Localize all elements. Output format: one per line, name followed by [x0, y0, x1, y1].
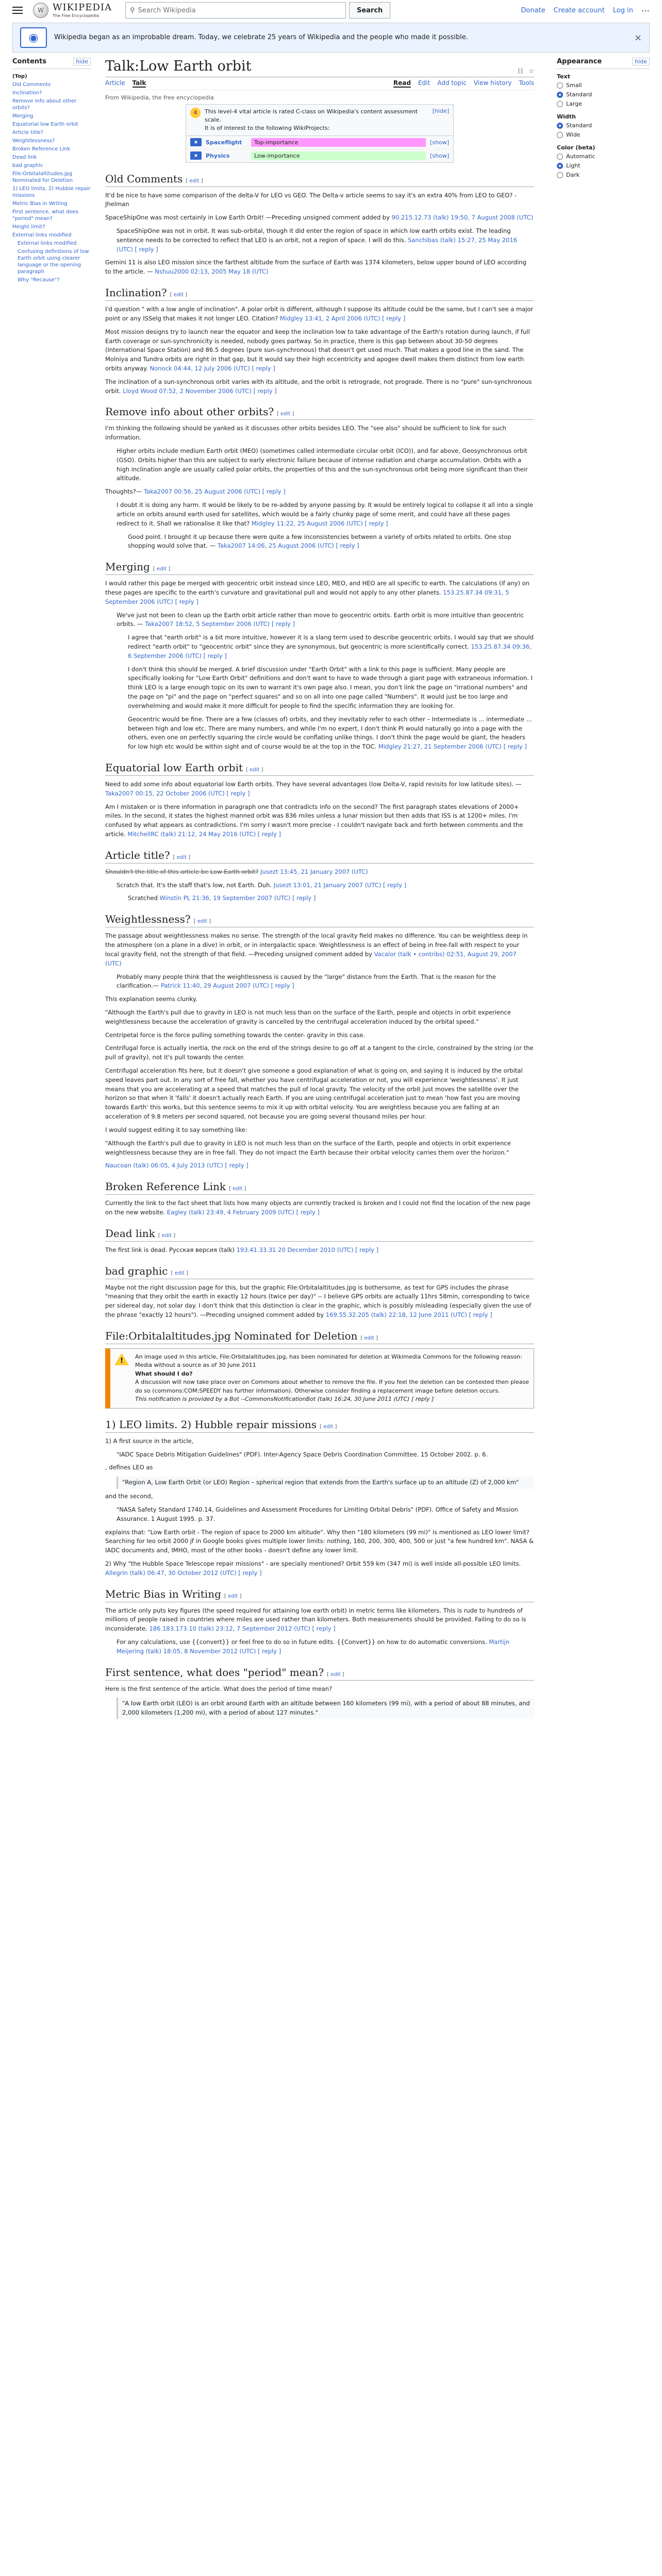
close-icon[interactable]: ×	[634, 32, 642, 43]
comment-text: 2) Why "the Hubble Space Telescope repair missions" - are specially mentioned? Orbit 559 km (347 mi) is well inside all-possible LEO limits.	[105, 1560, 521, 1567]
appearance-group-label: Text	[557, 73, 570, 80]
radio-button[interactable]	[557, 154, 563, 160]
comment-text: Thoughts?—	[105, 488, 142, 496]
comment	[105, 780, 534, 799]
radio-button[interactable]	[557, 163, 563, 169]
comment-text: I would suggest editing it to say something like:	[105, 1126, 247, 1133]
radio-button[interactable]	[557, 92, 563, 98]
search-box[interactable]	[125, 2, 346, 19]
comment-signature[interactable]: MitchellRC (talk) 21:12, 24 May 2016 (UTC) [ reply ]	[127, 831, 281, 838]
section-heading	[105, 405, 534, 420]
toc-title: Contents	[12, 58, 46, 65]
comment	[105, 378, 534, 396]
comment	[117, 227, 534, 254]
section-edit-link[interactable]: [ edit ]	[224, 1593, 242, 1599]
comment	[105, 258, 534, 277]
wikiproject-row	[186, 136, 453, 149]
toc-item[interactable]: Article title?	[12, 130, 44, 135]
section-heading	[105, 761, 534, 776]
section-title: Dead link	[105, 1227, 155, 1240]
section-title: Article title?	[105, 849, 170, 861]
section-heading	[105, 849, 534, 863]
comment-text: SpaceShipOne was most certainly in Low Earth Orbit! —Preceding unsigned comment added by	[105, 214, 390, 222]
comment-text: "A low Earth orbit (LEO) is an orbit around Earth with an altitude between 160 kilometers (99 mi), with a period of about 88 minutes, and 2,000 kilometers (1,200 mi), with a period of about 127 minutes."	[122, 1700, 530, 1717]
section-title: Metric Bias in Writing	[105, 1587, 221, 1600]
comment-text: "IADC Space Debris Mitigation Guidelines" (PDF). Inter-Agency Space Debris Coordination Committee. 15 October 2002. p. 6.	[117, 1450, 488, 1458]
appearance-title: Appearance	[557, 58, 602, 65]
section-title: Weightlessness?	[105, 913, 191, 926]
log-in-link[interactable]: Log in	[613, 6, 633, 14]
comment-text: Am I mistaken or is there information in paragraph one that contradicts info on the second? The first paragraph states elevations of 2000+ miles. In the second, it states the highest manned orbit was 836 miles unless a lunar mission but then adds that ISS is at 1200+ miles. I'm confused by what appears as contradictions. I'm sorry I wasn't more precise - I couldn't navigate back and forth between comments and the article.	[105, 803, 523, 838]
tab-article[interactable]: Article	[105, 79, 125, 87]
comment-text: We've just not been to clean up the Earth orbit article rather than move to geocentric orbits. Earth orbit is more intuitive than geocentric orbits. —	[117, 611, 524, 628]
site-header	[0, 0, 662, 21]
comment	[105, 328, 534, 374]
comment-text: Probably many people think that the weightlessness is caused by the "large" distance from the Earth. That is the reason for the clarification.—	[117, 973, 496, 990]
main-menu-icon[interactable]	[12, 7, 23, 14]
comment-text: Centrifugal force is actually inertia, the rock on the end of the strings desire to go off at a tangent to the circle, constrained by the string (or the pull of gravity), not it's pull towards the center.	[105, 1044, 534, 1061]
comment-signature[interactable]: Naucoan (talk) 06:05, 4 July 2013 (UTC) [ reply ]	[105, 1162, 249, 1170]
comment-text: Good point. I brought it up because there were quite a few inconsistencies between a variety of orbits related to orbits. One stop shopping would solve that. —	[128, 533, 511, 550]
section-title: Inclination?	[105, 286, 167, 299]
comment	[117, 1505, 534, 1524]
toc-item[interactable]: External links modified	[12, 232, 72, 238]
comment-text: The passage about weightlessness makes no sense. The strength of the local gravity field makes no difference. You can be weightless deep in the atmosphere (on a plane in a dive) in orbit, or in intergalactic space. Weightlessness is an effect of being in free-fall with respect to your local gravity field, not the strength of that field. —Preceding unsigned comment added by	[105, 932, 528, 958]
comment-signature[interactable]: Eagley (talk) 23:49, 4 February 2009 (UTC) [ reply ]	[167, 1208, 320, 1216]
from-wikipedia-note: From Wikipedia, the free encyclopedia	[105, 94, 214, 101]
comment-signature[interactable]: 169.55.32.205 (talk) 22:18, 12 June 2011 (UTC) [ reply ]	[325, 1311, 492, 1318]
comment-signature[interactable]: Sanchibas (talk) 15:27, 25 May 2016 (UTC) [ reply ]	[117, 236, 517, 253]
donate-link[interactable]: Donate	[521, 6, 545, 14]
comment-signature[interactable]: Martijn Meijering (talk) 18:05, 8 November 2012 (UTC) [ reply ]	[117, 1638, 510, 1655]
option-label: Large	[566, 100, 582, 107]
comment-text: Scratch that. It's the staff that's low, not Earth. Duh.	[117, 881, 272, 889]
comment-text: The inclination of a sun-synchronous orbit varies with its altitude, and the orbit is retrograde, not prograde. There is no "pure" sun-synchronous orbit.	[105, 378, 532, 395]
search-button[interactable]: Search	[349, 2, 390, 19]
comment	[128, 665, 534, 711]
section-heading	[105, 1666, 534, 1681]
show-button[interactable]: [show]	[429, 139, 449, 146]
comment	[105, 1139, 534, 1158]
page-title: Talk:Low Earth orbit	[105, 58, 252, 74]
section-edit-link[interactable]: [ edit ]	[158, 1232, 176, 1239]
section-edit-link[interactable]: [ edit ]	[193, 919, 211, 925]
tab-tools[interactable]: Tools	[519, 79, 534, 87]
comment	[105, 191, 534, 210]
section-title: bad graphic	[105, 1264, 168, 1277]
comment	[128, 894, 534, 903]
comment-text: I don't think this should be merged. A brief discussion under "Earth Orbit" with a link to this page is sufficient. Many people are specifically looking for "Low Earth Orbit" definitions and don't want to have to wade through a giant page with extraneous information. I think LEO is a large enough topic on its own to warrant it's own page also. I mean, you don't link the page on "irrational numbers" and the page on "pi" and the page on "perfect squares" and so on all into one page called "Numbers". It would just be too large and overwhelming and would make it more difficult for people to find the specific information they are looking for.	[128, 665, 533, 709]
comment-text: This explanation seems clunky.	[105, 995, 197, 1003]
comment-text: and the second,	[105, 1493, 153, 1500]
section-edit-link[interactable]: [ edit ]	[186, 178, 203, 184]
section-edit-link[interactable]: [ edit ]	[277, 411, 294, 417]
section-edit-link[interactable]: [ edit ]	[246, 767, 263, 773]
warning-glyph: !	[120, 1357, 123, 1365]
section-edit-link[interactable]: [ edit ]	[228, 1186, 246, 1192]
appearance-panel	[557, 58, 650, 184]
comment-signature[interactable]: Taka2007 14:06, 25 August 2006 (UTC) [ reply ]	[217, 542, 359, 550]
comment-signature[interactable]: Taka2007 00:56, 25 August 2006 (UTC) [ reply ]	[144, 488, 286, 496]
comment	[117, 611, 534, 630]
appearance-option[interactable]	[557, 122, 650, 129]
toc-item[interactable]: Why "Recause"?	[18, 277, 60, 283]
comment	[117, 501, 534, 528]
toc-item[interactable]: (Top)	[12, 74, 27, 79]
comment	[128, 633, 534, 660]
comment-text: Currently the link to the fact sheet that lists how many objects are currently tracked is broken and I could not find the location of the new page on the new website.	[105, 1199, 531, 1216]
option-label: Light	[566, 162, 581, 169]
comment	[105, 1463, 534, 1472]
section-heading	[105, 1227, 534, 1242]
comment	[105, 1161, 534, 1171]
comment-text: Maybe not the right discussion page for this, but the graphic File:Orbitalaltitudes.jpg is bothersome, as text for GPS includes the phrase "meaning that they orbit the earth in exactly 12 hours (twice per day)" -- I believe GPS orbits are actually 11hrs 58min, corresponding to twice per sidereal day, not solar day. I don't think that this distinction is clear in the graphic, which is possibly misleading (especially given the use of the phrase "exactly 12 hours"). —Preceding unsigned comment added by	[105, 1283, 532, 1318]
comment-text: It'd be nice to have some comparison of the delta-V for LEO vs GEO. The Delta-v article seems to say it's an extra 40% from LEO to GEO? -Jhelman	[105, 191, 517, 208]
section-heading	[105, 560, 534, 575]
comment-text: Higher orbits include medium Earth orbit (MEO) (sometimes called intermediate circular orbit (ICO)), and far above, Geosynchronous orbit (GSO). Orbits higher than this are subject to early electronic failure because of intense radiation and charge accumulation. Orbits with a high inclination angle are usually called polar orbits, the properties of this and the sun-synchronous orbit being more significant than their altitude.	[117, 447, 528, 482]
toc-item[interactable]: Remove info about other orbits?	[12, 98, 77, 111]
comment-text: 1) A first source in the article,	[105, 1437, 194, 1445]
search-input[interactable]	[138, 7, 341, 14]
option-label: Wide	[566, 131, 581, 138]
tagline: The Free Encyclopedia	[53, 13, 99, 18]
toc-item[interactable]: Old Comments	[12, 82, 51, 88]
section-heading	[105, 172, 534, 187]
section-title: File:Orbitalaltitudes.jpg Nominated for Deletion	[105, 1329, 358, 1342]
comment-text: Most mission designs try to launch near the equator and keep the inclination low to take advantage of the Earth's rotation during launch, if full Earth coverage or sun-synchronicity is needed, nobody goes partway. So in practice, there is this gap between about 30-50 degrees (International Space Station) and 86.5 degrees (pure sun-synchronous) that doesn't get used much. That makes a good line in the sand. The Molniya and Tundra orbits are right in that gap, but it would say their high eccentricity and apogee dwell makes them distinct from low earth orbits anyway.	[105, 328, 530, 372]
comment-text: "Although the Earth's pull due to gravity in LEO is not much less than on the surface of the Earth, people and objects in orbit experience weightlessness because they are in free fall. They do not impact the Earth because their orbital velocity carries them over the horizon."	[105, 1139, 511, 1156]
appearance-option[interactable]	[557, 82, 650, 89]
comment-signature[interactable]: Patrick 11:40, 29 August 2007 (UTC) [ reply ]	[160, 982, 294, 990]
comment	[117, 1477, 534, 1489]
deletion-notice	[105, 1348, 534, 1409]
tab-edit[interactable]: Edit	[418, 79, 431, 87]
comment	[117, 973, 534, 991]
wikiproject-name[interactable]: Physics	[206, 152, 230, 159]
importance-badge: Low-importance	[251, 151, 426, 160]
comment-text: The first link is dead. Русская версия (talk)	[105, 1246, 235, 1253]
toc-item[interactable]: First sentence, what does "period" mean?	[12, 209, 78, 222]
comment-text: "Region A, Low Earth Orbit (or LEO) Region – spherical region that extends from the Earth's surface up to an altitude (Z) of 2,000 km"	[122, 1479, 519, 1486]
create-account-link[interactable]: Create account	[553, 6, 605, 14]
section-heading	[105, 286, 534, 301]
comment	[105, 1437, 534, 1446]
notice-lead: An image used in this article, File:Orbitalaltitudes.jpg, has been nominated for deletion at Wikimedia Commons for the following reason: Media without a source as of 30 June 2011	[135, 1353, 522, 1369]
puzzle-globe-icon: ◉	[20, 27, 47, 48]
appearance-option[interactable]	[557, 153, 650, 160]
section-title: Merging	[105, 561, 150, 573]
comment-signature[interactable]: 193.41.33.31 20 December 2010 (UTC) [ reply ]	[236, 1246, 379, 1253]
comment	[105, 213, 534, 223]
section-edit-link[interactable]: [ edit ]	[153, 566, 171, 572]
comment-text: explains that: "Low Earth orbit - The region of space to 2000 km altitude". Why then "180 kilometers (99 mi)" is mentioned as LEO lower limit? Searching for leo orbit 2000 jf in Google books gives multiple lower limits: nothing, 160, 200, 300, 400, 500 or just "a few hundred km". NASA & IADC documents and, IMHO, most of the other books - doesn't define any lower limit.	[105, 1528, 534, 1554]
appearance-option[interactable]	[557, 100, 650, 107]
comment-text: Gemini 11 is also LEO mission since the farthest altitude from the surface of Earth was 1374 kilometers, below upper bound of LEO according to the article. —	[105, 259, 526, 276]
comment	[117, 447, 534, 483]
tab-read[interactable]: Read	[393, 79, 411, 87]
appearance-option[interactable]	[557, 162, 650, 169]
comment-text: I would rather this page be merged with geocentric orbit instead since LEO, MEO, and HEO are all specific to earth. The calculations (if any) on these pages are specific to the earth's curvature and gravitational pull and would not apply to any other planets.	[105, 580, 529, 596]
comment-signature[interactable]: Jusezt 13:01, 21 January 2007 (UTC) [ reply ]	[273, 881, 407, 889]
star-icon[interactable]: ☆	[528, 67, 534, 75]
comment	[128, 715, 534, 752]
wordmark: WIKIPEDIA	[53, 2, 112, 13]
toc-hide-button[interactable]: hide	[73, 58, 91, 65]
comment-text: I agree that "earth orbit" is a bit more intuitive, however it is a slang term used to describe geocentric orbits. I would say that we should redirect "earth orbit" to "geocentric orbit" since they are synonymous, but geocentric is more scientifically correct.	[128, 634, 534, 650]
toc-item[interactable]: Confusing definitions of low Earth orbit using clearer language or the opening paragraph	[18, 249, 89, 275]
comment-text: , defines LEO as	[105, 1464, 153, 1471]
comment-signature[interactable]: 90.215.12.73 (talk) 19:50, 7 August 2008 (UTC)	[391, 214, 534, 222]
notice-bot-signature: This notification is provided by a Bot --CommonsNotificationBot (talk) 16:24, 30 June 2011 (UTC) [ reply ]	[135, 1396, 434, 1403]
comment-signature[interactable]: Lloyd Wood 07:52, 2 November 2006 (UTC) [ reply ]	[123, 387, 277, 395]
wikiproject-row	[186, 149, 453, 162]
comment-text: Centripetal force is the force pulling something towards the center- gravity in this case.	[105, 1031, 366, 1039]
comment	[105, 995, 534, 1004]
notice-question: What should I do?	[135, 1370, 193, 1377]
section-edit-link[interactable]: [ edit ]	[171, 1270, 188, 1276]
comment	[105, 1031, 534, 1040]
comment-text: Centrifugal acceleration fits here, but it doesn't give someone a good explanation of what is going on, and saying it is induced by the orbital speed leaves part out. In any sort of free fall, whether you have centrifugal acceleration or not, you will experience 'weightlessness'. It just means that you are accelerating at a speed that matches the pull of local gravity. The velocity of the orbit just moves the satellite over the horizon so that when it 'falls' it doesn't actually reach Earth. If you are using centrifugal acceleration just to mean 'how fast you are moving towards Earth' this works, but this sentence seems to mix it up with orbital velocity. You are weightless because you are falling at an acceleration of 9.8 meters per second squared, not because you are going several thousand miles per hour.	[105, 1067, 523, 1121]
comment-signature[interactable]: 153.25.87.34 09:36, 6 September 2006 (UTC) [ reply ]	[128, 643, 532, 659]
section-title: Old Comments	[105, 172, 183, 185]
wikipedia-logo[interactable]	[33, 3, 112, 18]
comment-text: Geocentric would be fine. There are a few (classes of) orbits, and they inevitably refer to each other – Intermediate is ... intermediate ... between high and low etc. There are many numbers, and while I'm no expert, I don't think PI would naturally go into a page with the others, even one on perfectly squaring the circle would be conflating unlike things. I don't think the page would be giant, the headers for low high etc would be within sight and of course would be at the top in the TOC.	[128, 715, 532, 751]
toc-item[interactable]: Equatorial low Earth orbit	[12, 122, 78, 127]
toc-header	[12, 58, 91, 69]
toc-item[interactable]: Inclination?	[12, 90, 42, 96]
comment	[105, 1606, 534, 1634]
toc-item[interactable]: External links modified	[18, 241, 77, 246]
comment	[128, 533, 534, 551]
section-heading	[105, 1418, 534, 1433]
toc-item[interactable]: Broken Reference Link	[12, 146, 70, 152]
translate-icon[interactable]: 日	[517, 67, 524, 75]
comment-text: I'm thinking the following should be yanked as it discusses other orbits besides LEO. The "see also" should be sufficient to link for such information.	[105, 425, 506, 442]
comment-signature[interactable]: Taka2007 18:52, 5 September 2006 (UTC) [ reply ]	[145, 620, 295, 628]
comment	[105, 1685, 534, 1694]
section-heading	[105, 1587, 534, 1602]
option-label: Standard	[566, 122, 592, 129]
page-tabs	[105, 79, 534, 90]
warning-icon	[114, 1353, 129, 1365]
wikiproject-icon: ★	[190, 138, 202, 146]
tab-add-topic[interactable]: Add topic	[437, 79, 467, 87]
toc-item[interactable]: bad graphic	[12, 163, 43, 168]
comment	[105, 1283, 534, 1320]
section-title: Remove info about other orbits?	[105, 405, 274, 418]
toc-item[interactable]: Weightlessness?	[12, 138, 55, 144]
main-content	[105, 58, 534, 1722]
comment	[105, 305, 534, 324]
comment-signature[interactable]: Vacalor (talk • contribs) 02:51, August 29, 2007 (UTC)	[105, 950, 517, 967]
comment-text: Here is the first sentence of the article. What does the period of time mean?	[105, 1685, 333, 1692]
section-title: First sentence, what does "period" mean?	[105, 1666, 324, 1679]
appearance-option[interactable]	[557, 131, 650, 138]
appearance-option[interactable]	[557, 91, 650, 98]
toc-item[interactable]: Dead link	[12, 155, 37, 160]
option-label: Small	[566, 82, 582, 89]
comment-text: "NASA Safety Standard 1740.14, Guidelines and Assessment Procedures for Limiting Orbital Debris" (PDF). Office of Safety and Mission Assurance. 1 August 1995. p. 37.	[117, 1505, 518, 1522]
comment-signature[interactable]: Nonock 04:44, 12 July 2006 (UTC) [ reply ]	[150, 364, 275, 372]
section-edit-link[interactable]: [ edit ]	[360, 1335, 378, 1341]
comment-signature[interactable]: 153.25.87.34 09:31, 5 September 2006 (UTC) [ reply ]	[105, 588, 509, 605]
appearance-group	[557, 113, 650, 138]
comment-text: Shouldn't the title of this article be Low Earth orbit?	[105, 868, 259, 875]
comment-signature[interactable]: Allegrin (talk) 06:47, 30 October 2012 (UTC) [ reply ]	[105, 1569, 262, 1577]
comment-signature[interactable]: Midgley 21:27, 21 September 2006 (UTC) [ reply ]	[378, 743, 527, 751]
option-label: Dark	[566, 172, 580, 178]
comment-text: For any calculations, use {{convert}} or feel free to do so in future edits. {{Convert}} on how to do automatic conversions.	[117, 1638, 487, 1646]
vital-article-text: This level-4 vital article is rated C-class on Wikipedia's content assessment scale.	[205, 108, 418, 123]
vital-article-icon: 4	[190, 108, 201, 118]
banner-text: Wikipedia began as an improbable dream. Today, we celebrate 25 years of Wikipedia and the people who made it possible.	[54, 33, 468, 41]
comment	[105, 1528, 534, 1555]
comment	[105, 487, 534, 497]
appearance-group	[557, 144, 650, 178]
infobox-hide-button[interactable]: [hide]	[432, 107, 449, 114]
comment	[105, 1008, 534, 1027]
comment-signature[interactable]: Winstin PL 21:36, 19 September 2007 (UTC) [ reply ]	[159, 894, 316, 902]
comment	[105, 931, 534, 968]
search-icon: ⚲	[129, 6, 135, 14]
comment-signature[interactable]: Jusezt 13:45, 21 January 2007 (UTC)	[260, 868, 368, 875]
tab-talk[interactable]: Talk	[132, 79, 146, 87]
comment	[105, 868, 534, 877]
wikiproject-icon: ★	[190, 151, 202, 160]
comment-text: Need to add some info about equatorial low Earth orbits. They have several advantages (low Delta-V, rapid revisits for low latitude sites). —	[105, 780, 522, 788]
comment	[117, 881, 534, 890]
radio-button[interactable]	[557, 172, 563, 178]
section-edit-link[interactable]: [ edit ]	[327, 1671, 344, 1677]
section-heading	[105, 1180, 534, 1195]
comment-signature[interactable]: Nshuu2000 02:13, 2005 May 18 (UTC)	[155, 268, 269, 276]
comment	[117, 1698, 534, 1719]
comment-signature[interactable]: Midgley 13:41, 2 April 2006 (UTC) [ reply ]	[279, 314, 406, 322]
comment	[105, 1560, 534, 1578]
appearance-group	[557, 73, 650, 107]
comment	[105, 1199, 534, 1217]
ellipsis-icon[interactable]: ⋯	[641, 5, 650, 15]
section-edit-link[interactable]: [ edit ]	[170, 292, 188, 298]
toc-item[interactable]: Metric Bias in Writing	[12, 201, 68, 207]
section-heading	[105, 1264, 534, 1279]
importance-badge: Top-importance	[251, 138, 426, 147]
comment	[105, 1246, 534, 1255]
toc-item[interactable]: 1) LEO limits. 2) Hubble repair missions	[12, 186, 91, 198]
wikiproject-name[interactable]: Spaceflight	[206, 139, 242, 146]
tab-view-history[interactable]: View history	[473, 79, 512, 87]
appearance-group-label: Color (beta)	[557, 144, 595, 151]
notice-body: A discussion will now take place over on Commons about whether to remove the file. If you feel the deletion can be contested then please do so (commons:COM:SPEEDY has further information). Otherwise consider finding a replacement image before deletion occurs.	[135, 1379, 529, 1394]
radio-button[interactable]	[557, 123, 563, 129]
section-heading	[105, 1329, 534, 1344]
comment-signature[interactable]: Taka2007 00:15, 22 October 2006 (UTC) [ reply ]	[105, 789, 250, 797]
section-edit-link[interactable]: [ edit ]	[173, 854, 191, 860]
wikiproject-interest: It is of interest to the following WikiProjects:	[205, 124, 330, 131]
toc-item[interactable]: Height limit?	[12, 224, 45, 230]
section-title: 1) LEO limits. 2) Hubble repair missions	[105, 1418, 317, 1431]
comment	[117, 1638, 534, 1656]
comment-text: "Although the Earth's pull due to gravity in LEO is not much less than on the surface of the Earth, people and objects in orbit experience weightlessness because the acceleration of gravity is cancelled by the centrifugal acceleration induced by the orbital speed."	[105, 1008, 511, 1025]
option-label: Standard	[566, 91, 592, 98]
comment	[117, 1450, 534, 1460]
appearance-group-label: Width	[557, 113, 576, 120]
comment	[105, 803, 534, 839]
comment	[105, 1492, 534, 1501]
anniversary-banner	[12, 23, 650, 53]
comment-text: I doubt it is doing any harm. It would be likely to be re-added by anyone passing by. It would be entirely logical to collapse it all into a single article on orbits around earth used for satellites, which would be a fairly chunky page of some merit, and could have all these pages redirect to it. Shall we rationalise it like that?	[117, 501, 533, 527]
section-title: Equatorial low Earth orbit	[105, 761, 243, 774]
comment	[105, 424, 534, 443]
toc-item[interactable]: File:Orbitalaltitudes.jpg Nominated for Deletion	[12, 171, 73, 183]
comment	[105, 1126, 534, 1135]
show-button[interactable]: [show]	[429, 152, 449, 159]
comment-text: Scratched	[128, 894, 158, 902]
comment	[105, 1066, 534, 1122]
comment-text: I'd question " with a low angle of inclination". A polar orbit is different, although I suppose its altitude could be the same, but I can't see a major point or any ISSelg that makes it not longer LEO. Citation?	[105, 306, 534, 322]
radio-button[interactable]	[557, 82, 563, 89]
comment-text: SpaceShipOne was not in orbit. It was sub-orbital, though it did enter the region of space in which low earth orbits exist. The leading sentence needs to be corrected to reflect that LEO is an orbit, not a region of space. I will do this.	[117, 227, 511, 244]
appearance-option[interactable]	[557, 172, 650, 178]
appearance-hide-button[interactable]: hide	[632, 58, 650, 65]
comment-signature[interactable]: Midgley 11:22, 25 August 2006 (UTC) [ reply ]	[251, 519, 388, 527]
radio-button[interactable]	[557, 132, 563, 138]
comment	[105, 579, 534, 606]
section-edit-link[interactable]: [ edit ]	[320, 1423, 337, 1430]
page-title-row	[105, 58, 534, 77]
globe-icon: W	[33, 3, 48, 18]
toc-item[interactable]: Merging	[12, 113, 34, 119]
radio-button[interactable]	[557, 101, 563, 107]
section-title: Broken Reference Link	[105, 1180, 226, 1193]
option-label: Automatic	[566, 153, 595, 160]
comment-text: The article only puts key figures (the speed required for attaining low earth orbit) in metric terms like kilometers. This is rude to hundreds of millions of people raised in countries where miles are used rather than kilometers. Both measurements should be provided. Failing to do so is inconsiderate.	[105, 1606, 526, 1633]
table-of-contents	[12, 58, 91, 285]
comment-signature[interactable]: 186.183.173.10 (talk) 23:12, 7 September 2012 (UTC) [ reply ]	[149, 1625, 336, 1633]
wikiproject-banner	[186, 104, 454, 163]
section-heading	[105, 912, 534, 927]
comment	[105, 1044, 534, 1062]
